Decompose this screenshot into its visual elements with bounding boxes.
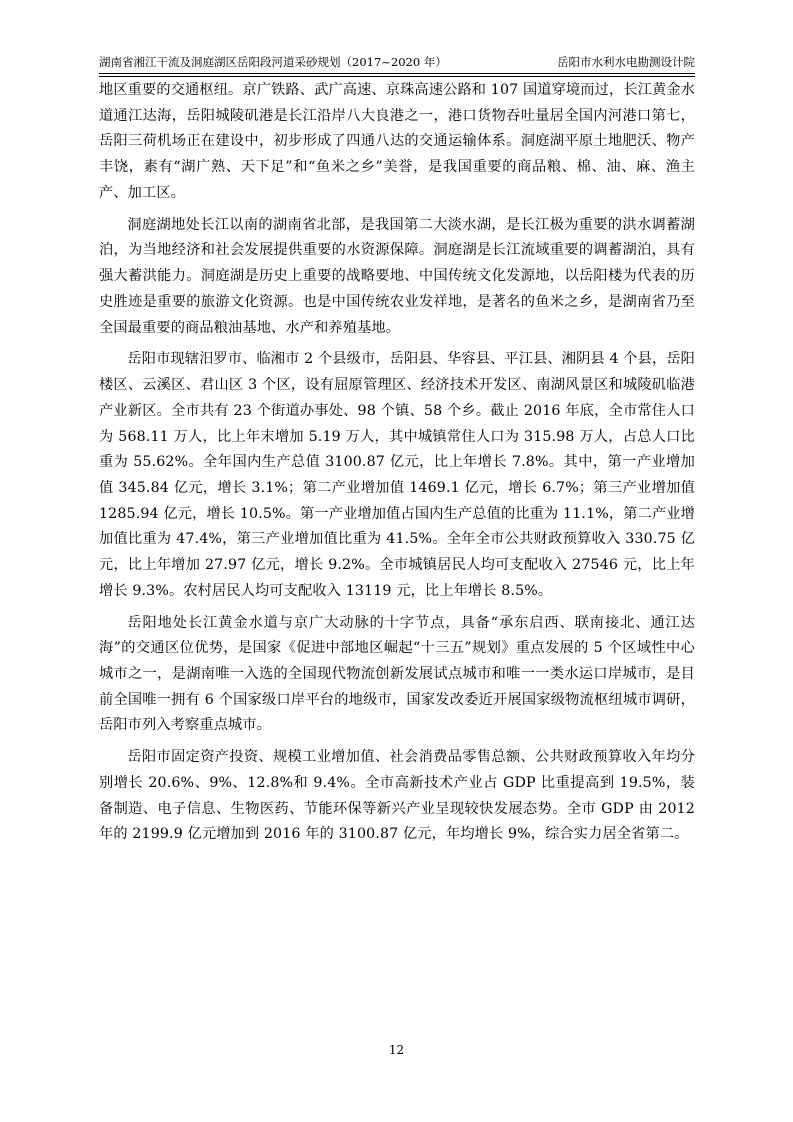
page-header xyxy=(99,52,695,72)
document-body xyxy=(99,78,695,848)
header-organization: 岳阳市水利水电勘测设计院 xyxy=(557,55,695,69)
paragraph-dongting-lake: 洞庭湖地处长江以南的湖南省北部，是我国第二大淡水湖，是长江极为重要的洪水调蓄湖泊，为当地经济和社会发展提供重要的水资源保障。洞庭湖是长江流域重要的调蓄湖泊，具有强大蓄洪能力。洞庭湖是历史上重要的战略要地、中国传统文化发源地，以岳阳楼为代表的历史胜迹是重要的旅游文化资源。也是中国传统农业发祥地，是著名的鱼米之乡，是湖南省乃至全国最重要的商品粮油基地、水产和养殖基地。 xyxy=(99,216,695,336)
header-document-title: 湖南省湘江干流及洞庭湖区岳阳段河道采砂规划（2017~2020 年） xyxy=(99,55,447,69)
paragraph-transport-hub: 地区重要的交通枢纽。京广铁路、武广高速、京珠高速公路和 107 国道穿境而过，长江黄金水道通江达海，岳阳城陵矶港是长江沿岸八大良港之一，港口货物吞吐量居全国内河港口第七，岳阳三荷机场正在建设中，初步形成了四通八达的交通运输体系。洞庭湖平原土地肥沃、物产丰饶，素有“湖广熟、天下足”和“鱼米之乡”美誉，是我国重要的商品粮、棉、油、麻、渔主产、加工区。 xyxy=(99,82,696,201)
paragraph-location-advantage: 岳阳地处长江黄金水道与京广大动脉的十字节点，具备“承东启西、联南接北、通江达海”的交通区位优势，是国家《促进中部地区崛起“十三五”规划》重点发展的 5 个区域性中心城市之一，是湖南唯一入选的全国现代物流创新发展试点城市和唯一一类水运口岸城市，是目前全国唯一拥有 6 个国家级口岸平台的地级市，国家发改委近开展国家级物流枢纽城市调研，岳阳市列入考察重点城市。 xyxy=(99,614,695,734)
paragraph-growth-statistics: 岳阳市固定资产投资、规模工业增加值、社会消费品零售总额、公共财政预算收入年均分别增长 20.6%、9%、12.8%和 9.4%。全市高新技术产业占 GDP 比重提高到 19.5%，装备制造、电子信息、生物医药、节能环保等新兴产业呈现较快发展态势。全市 GDP 由 2012 年的 2199.9 亿元增加到 2016 年的 3100.87 亿元，年均增长 9%，综合实力居全省第二。 xyxy=(99,749,695,843)
page-number: 12 xyxy=(388,1043,405,1057)
paragraph-administrative-economy: 岳阳市现辖汨罗市、临湘市 2 个县级市，岳阳县、华容县、平江县、湘阴县 4 个县，岳阳楼区、云溪区、君山区 3 个区，设有屈原管理区、经济技术开发区、南湖风景区和城陵矶临港产业新区。全市共有 23 个街道办事处、98 个镇、58 个乡。截止 2016 年底，全市常住人口为 568.11 万人，比上年末增加 5.19 万人，其中城镇常住人口为 315.98 万人，占总人口比重为 55.62%。全年国内生产总值 3100.87 亿元，比上年增长 7.8%。其中，第一产业增加值 345.84 亿元，增长 3.1%；第二产业增加值 1469.1 亿元，增长 6.7%；第三产业增加值 1285.94 亿元，增长 10.5%。第一产业增加值占国内生产总值的比重为 11.1%，第二产业增加值比重为 47.4%，第三产业增加值比重为 41.5%。全年全市公共财政预算收入 330.75 亿元，比上年增加 27.97 亿元，增长 9.2%。全市城镇居民人均可支配收入 27546 元，比上年增长 9.3%。农村居民人均可支配收入 13119 元，比上年增长 8.5%。 xyxy=(99,351,695,599)
header-divider xyxy=(99,73,695,77)
